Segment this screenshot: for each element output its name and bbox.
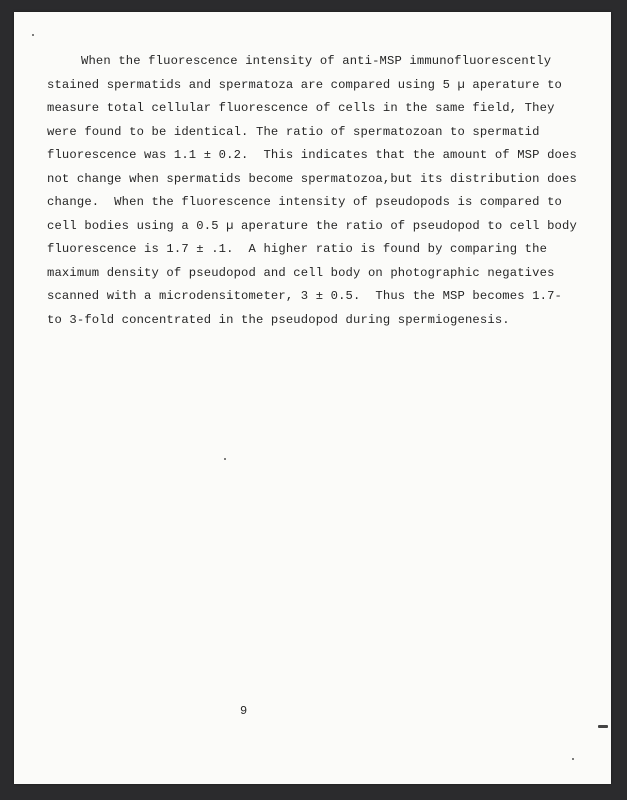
text-line: change. When the fluorescence intensity of pseudopods is compared to [47, 195, 562, 209]
body-paragraph [47, 50, 577, 332]
document-page [14, 12, 611, 784]
text-line: fluorescence was 1.1 ± 0.2. This indicates that the amount of MSP does [47, 148, 577, 162]
text-line: cell bodies using a 0.5 µ aperature the ratio of pseudopod to cell body [47, 218, 577, 233]
dust-speck [572, 758, 574, 760]
text-line: scanned with a microdensitometer, 3 ± 0.5. Thus the MSP becomes 1.7- [47, 289, 562, 303]
scan-mark [598, 725, 608, 728]
text-line: fluorescence is 1.7 ± .1. A higher ratio is found by comparing the [47, 242, 548, 256]
dust-speck [32, 34, 34, 36]
text-line: When the fluorescence intensity of anti-MSP immunofluorescently [81, 54, 552, 68]
text-line: stained spermatids and spermatoza are compared using 5 µ aperature to [47, 77, 562, 92]
text-line: not change when spermatids become spermatozoa,but its distribution does [47, 171, 577, 186]
text-line: to 3-fold concentrated in the pseudopod during spermiogenesis. [47, 312, 510, 327]
dust-speck [224, 458, 226, 460]
text-line: measure total cellular fluorescence of cells in the same field, They [47, 101, 555, 115]
text-line: were found to be identical. The ratio of spermatozoan to spermatid [47, 124, 540, 139]
page-number: 9 [240, 704, 248, 718]
text-line: maximum density of pseudopod and cell body on photographic negatives [47, 265, 555, 280]
